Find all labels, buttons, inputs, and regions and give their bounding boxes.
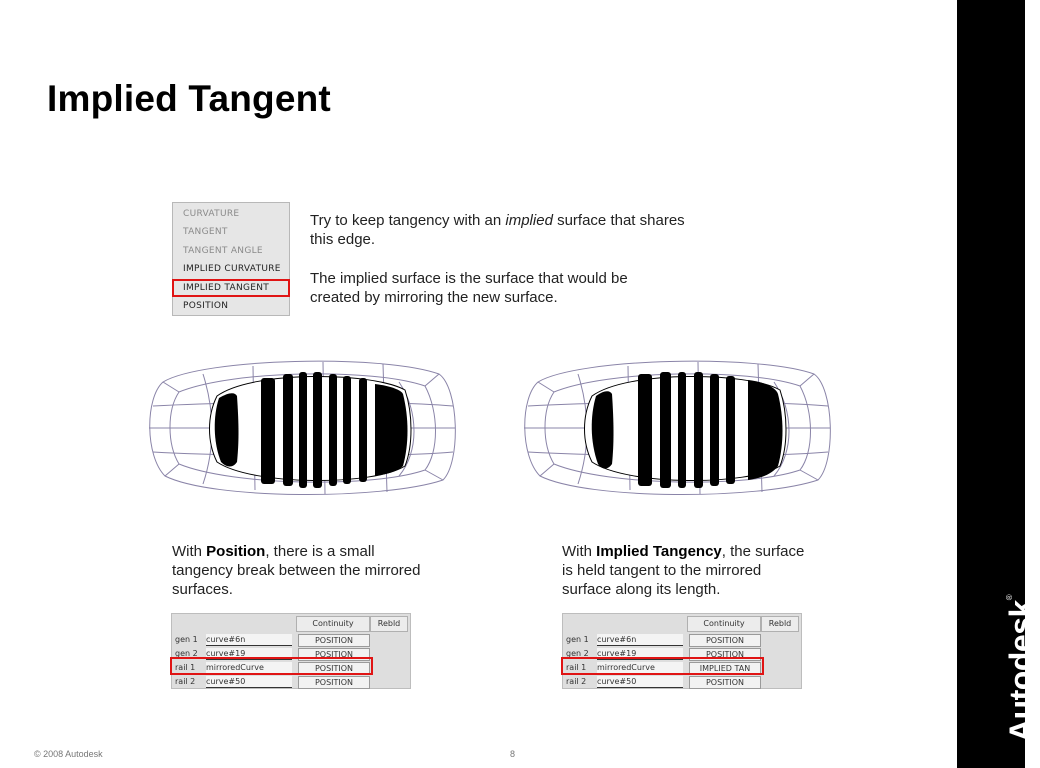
highlight-box-implied-tangent <box>172 279 290 297</box>
row-label: gen 1 <box>566 635 589 644</box>
column-header-rebuild: Rebld <box>370 616 408 632</box>
intro-paragraph-2: The implied surface is the surface that would be created by mirroring the new surface. <box>310 270 628 306</box>
curve-field[interactable]: mirroredCurve <box>206 662 292 674</box>
curve-field[interactable]: curve#19 <box>206 648 292 660</box>
continuity-button[interactable]: POSITION <box>689 634 761 647</box>
slide-title: Implied Tangent <box>47 78 331 119</box>
continuity-table-position <box>171 613 411 689</box>
continuity-button[interactable]: POSITION <box>689 676 761 689</box>
row-label: gen 2 <box>175 649 198 658</box>
continuity-button[interactable]: POSITION <box>298 676 370 689</box>
menu-item-curvature[interactable]: CURVATURE <box>183 209 240 219</box>
caption-implied-tangency: With Implied Tangency, the surface is held tangent to the mirrored surface along its length. <box>562 543 805 598</box>
caption-position: With Position, there is a small tangency break between the mirrored surfaces. <box>172 543 421 598</box>
continuity-button[interactable]: POSITION <box>689 648 761 661</box>
curve-field[interactable]: curve#50 <box>206 676 292 688</box>
continuity-button[interactable]: IMPLIED TAN <box>689 662 761 675</box>
menu-item-tangent-angle[interactable]: TANGENT ANGLE <box>183 246 263 256</box>
car-render-position <box>143 352 461 502</box>
highlight-box-rail-implied-tan <box>561 657 764 675</box>
car-render-implied-tangent <box>518 352 836 502</box>
curve-field[interactable]: curve#50 <box>597 676 683 688</box>
row-label: rail 2 <box>175 677 196 686</box>
continuity-menu <box>172 202 290 316</box>
menu-item-tangent[interactable]: TANGENT <box>183 227 228 237</box>
footer-copyright: © 2008 Autodesk <box>34 749 103 759</box>
column-header-continuity: Continuity <box>687 616 761 632</box>
curve-field[interactable]: mirroredCurve <box>597 662 683 674</box>
column-header-continuity: Continuity <box>296 616 370 632</box>
row-label: gen 2 <box>566 649 589 658</box>
column-header-rebuild: Rebld <box>761 616 799 632</box>
intro-paragraph-1: Try to keep tangency with an implied surface that shares this edge. <box>310 212 685 248</box>
autodesk-logo: Autodesk® <box>1003 594 1039 742</box>
row-label: rail 1 <box>566 663 587 672</box>
curve-field[interactable]: curve#19 <box>597 648 683 660</box>
highlight-box-rail-position <box>170 657 373 675</box>
row-label: gen 1 <box>175 635 198 644</box>
continuity-button[interactable]: POSITION <box>298 662 370 675</box>
menu-item-implied-tangent[interactable]: IMPLIED TANGENT <box>183 283 270 293</box>
curve-field[interactable]: curve#6n <box>597 634 683 646</box>
menu-item-implied-curvature[interactable]: IMPLIED CURVATURE <box>183 264 281 274</box>
curve-field[interactable]: curve#6n <box>206 634 292 646</box>
page-number: 8 <box>510 749 516 759</box>
continuity-table-implied-tangent <box>562 613 802 689</box>
continuity-button[interactable]: POSITION <box>298 648 370 661</box>
row-label: rail 2 <box>566 677 587 686</box>
menu-item-position[interactable]: POSITION <box>183 301 229 311</box>
continuity-button[interactable]: POSITION <box>298 634 370 647</box>
row-label: rail 1 <box>175 663 196 672</box>
